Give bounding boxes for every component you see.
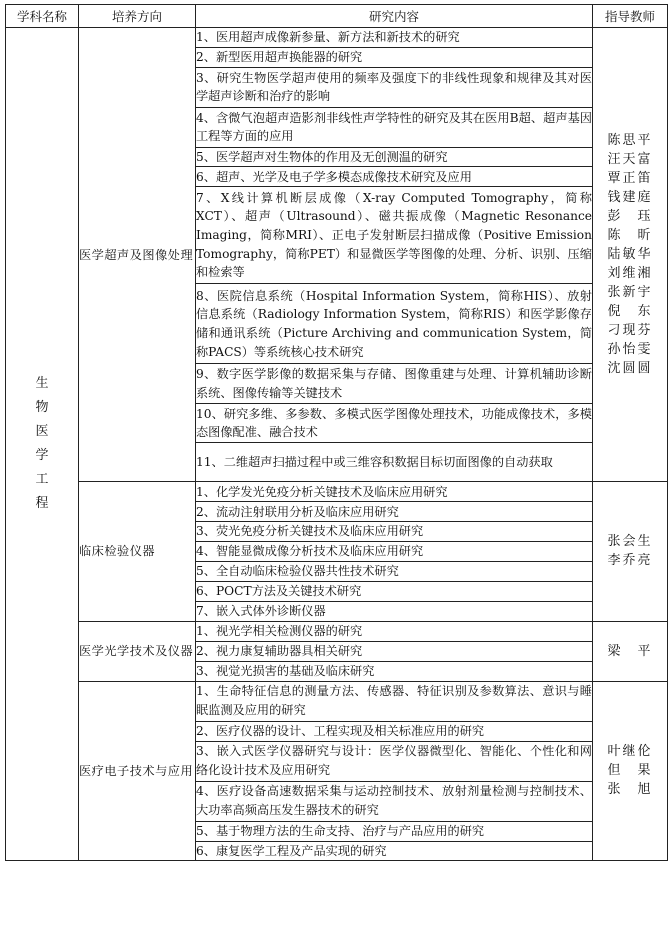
research-item-text: 5、全自动临床检验仪器共性技术研究 [196, 564, 399, 579]
direction-cell [79, 482, 196, 621]
content-header: 研究内容 [196, 5, 593, 28]
advisor-name: 沈圆圆 [607, 361, 653, 377]
research-item-text: 3、视觉光损害的基础及临床研究 [196, 663, 375, 678]
advisor-list [593, 532, 667, 570]
research-item-text: 7、嵌入式体外诊断仪器 [196, 603, 326, 618]
discipline-char: 生 [35, 376, 49, 392]
advisor-name: 覃正笛 [607, 171, 653, 187]
research-item-cell [196, 187, 593, 284]
advisors-cell [593, 621, 668, 681]
research-item-cell [196, 601, 593, 621]
advisor-name: 刁现芬 [607, 323, 653, 339]
research-item-text: 4、智能显微成像分析技术及临床应用研究 [196, 544, 424, 559]
advisors-header: 指导教师 [593, 5, 668, 28]
research-item-text: 11、二维超声扫描过程中或三维容积数据目标切面图像的自动获取 [196, 455, 553, 470]
content-row [6, 482, 668, 502]
research-item-text: 6、超声、光学及电子学多模态成像技术研究及应用 [196, 169, 472, 184]
research-item-text: 5、基于物理方法的生命支持、治疗与产品应用的研究 [196, 823, 485, 838]
research-item-cell [196, 502, 593, 522]
discipline-cell [6, 28, 79, 861]
research-item-text: 3、荧光免疫分析关键技术及临床应用研究 [196, 524, 424, 539]
research-item-cell [196, 28, 593, 48]
research-item-cell [196, 147, 593, 167]
advisor-name: 陈思平 [607, 133, 653, 149]
advisor-name: 张 旭 [607, 782, 653, 798]
research-item-cell [196, 641, 593, 661]
research-item-text: 2、流动注射联用分析及临床应用研究 [196, 504, 399, 519]
research-item-cell [196, 721, 593, 741]
advisor-name: 但 果 [607, 763, 653, 779]
advisors-cell [593, 681, 668, 861]
advisor-name: 汪天富 [607, 152, 653, 168]
discipline-char: 物 [35, 400, 49, 416]
research-item-text: 6、POCT方法及关键技术研究 [196, 584, 362, 599]
direction-cell [79, 621, 196, 681]
research-item-text: 1、生命特征信息的测量方法、传感器、特征识别及参数算法、意识与睡眠监测及应用的研究 [196, 684, 592, 718]
advisor-name: 刘维湘 [607, 266, 653, 282]
research-item-text: 4、含微气泡超声造影剂非线性声学特性的研究及其在医用B超、超声基因工程等方面的应用 [196, 110, 592, 144]
research-item-text: 9、数字医学影像的数据采集与存储、图像重建与处理、计算机辅助诊断系统、图像传输等关键技术 [196, 367, 592, 400]
table-header-row [6, 5, 668, 28]
research-item-text: 6、康复医学工程及产品实现的研究 [196, 843, 387, 858]
advisor-list [593, 642, 667, 661]
direction-label: 医学光学技术及仪器 [79, 644, 194, 659]
research-item-text: 2、新型医用超声换能器的研究 [196, 50, 363, 64]
content-row [6, 28, 668, 48]
research-item-cell [196, 364, 593, 404]
research-item-cell [196, 284, 593, 364]
research-item-text: 5、医学超声对生物体的作用及无创测温的研究 [196, 149, 448, 164]
direction-header: 培养方向 [79, 5, 196, 28]
research-item-cell [196, 582, 593, 602]
research-item-cell [196, 781, 593, 821]
research-item-text: 7、X线计算机断层成像（X-ray Computed Tomography，简称XCT）、超声（Ultrasound）、磁共振成像（Magnetic Resonance Imaging，简称MRI）、正电子发射断层扫描成像（Positive Emission Tomography，简称PET）和显微医学等图像的处理、分析、识别、压缩和检索等 [196, 190, 592, 280]
research-item-cell [196, 404, 593, 443]
advisor-name: 钱建庭 [607, 190, 653, 206]
research-item-cell [196, 167, 593, 187]
direction-cell [79, 681, 196, 861]
advisor-name: 李乔亮 [607, 553, 653, 569]
research-directions-table [5, 4, 668, 861]
discipline-header: 学科名称 [6, 5, 79, 28]
discipline-char: 工 [35, 472, 49, 488]
research-item-text: 10、研究多维、多参数、多模式医学图像处理技术，功能成像技术，多模态图像配准、融合技术 [196, 406, 592, 440]
research-item-cell [196, 107, 593, 147]
advisor-name: 梁 平 [607, 643, 653, 659]
research-item-text: 1、化学发光免疫分析关键技术及临床应用研究 [196, 484, 448, 499]
advisor-list [593, 742, 667, 799]
advisors-cell [593, 482, 668, 621]
discipline-char: 程 [35, 496, 49, 512]
research-item-text: 2、视力康复辅助器具相关研究 [196, 643, 363, 658]
research-item-text: 1、医用超声成像新参量、新方法和新技术的研究 [196, 30, 460, 45]
content-row [6, 621, 668, 641]
research-item-text: 1、视光学相关检测仪器的研究 [196, 623, 363, 638]
direction-label: 医学超声及图像处理 [79, 247, 194, 262]
research-item-cell [196, 741, 593, 781]
advisor-name: 叶继伦 [607, 744, 653, 760]
advisor-name: 孙怡雯 [607, 342, 653, 358]
advisor-name: 陆敏华 [607, 247, 653, 263]
discipline-char: 学 [35, 448, 49, 464]
advisor-name: 彭 珏 [607, 209, 653, 225]
research-item-text: 8、医院信息系统（Hospital Information System，简称HIS）、放射信息系统（Radiology Information System，简称RIS）和医学影像存储和通讯系统（Picture Archiving and communication System，简称PACS）等系统核心技术研究 [196, 288, 592, 359]
content-row [6, 681, 668, 721]
direction-label: 医疗电子技术与应用 [79, 763, 194, 778]
advisor-name: 倪 东 [607, 304, 653, 320]
advisor-name: 张会生 [607, 534, 653, 550]
research-item-cell [196, 841, 593, 861]
research-item-cell [196, 562, 593, 582]
research-item-cell [196, 542, 593, 562]
advisor-name: 张新宇 [607, 285, 653, 301]
research-item-cell [196, 443, 593, 482]
research-item-text: 3、嵌入式医学仪器研究与设计：医学仪器微型化、智能化、个性化和网络化设计技术及应用研究 [196, 744, 592, 778]
direction-cell [79, 28, 196, 482]
discipline-name [6, 372, 78, 516]
research-item-text: 3、研究生物医学超声使用的频率及强度下的非线性现象和规律及其对医学超声诊断和治疗的影响 [196, 70, 592, 104]
research-item-text: 4、医疗设备高速数据采集与运动控制技术、放射剂量检测与控制技术、大功率高频高压发生器技术的研究 [196, 784, 592, 818]
discipline-char: 医 [35, 424, 49, 440]
research-item-cell [196, 482, 593, 502]
research-item-cell [196, 48, 593, 68]
research-item-cell [196, 67, 593, 107]
research-item-cell [196, 661, 593, 681]
research-item-cell [196, 821, 593, 841]
research-item-cell [196, 522, 593, 542]
direction-label: 临床检验仪器 [79, 544, 156, 559]
research-item-text: 2、医疗仪器的设计、工程实现及相关标准应用的研究 [196, 723, 485, 738]
research-item-cell [196, 681, 593, 721]
advisors-cell [593, 28, 668, 482]
research-item-cell [196, 621, 593, 641]
advisor-list [593, 131, 667, 378]
advisor-name: 陈 昕 [607, 228, 653, 244]
